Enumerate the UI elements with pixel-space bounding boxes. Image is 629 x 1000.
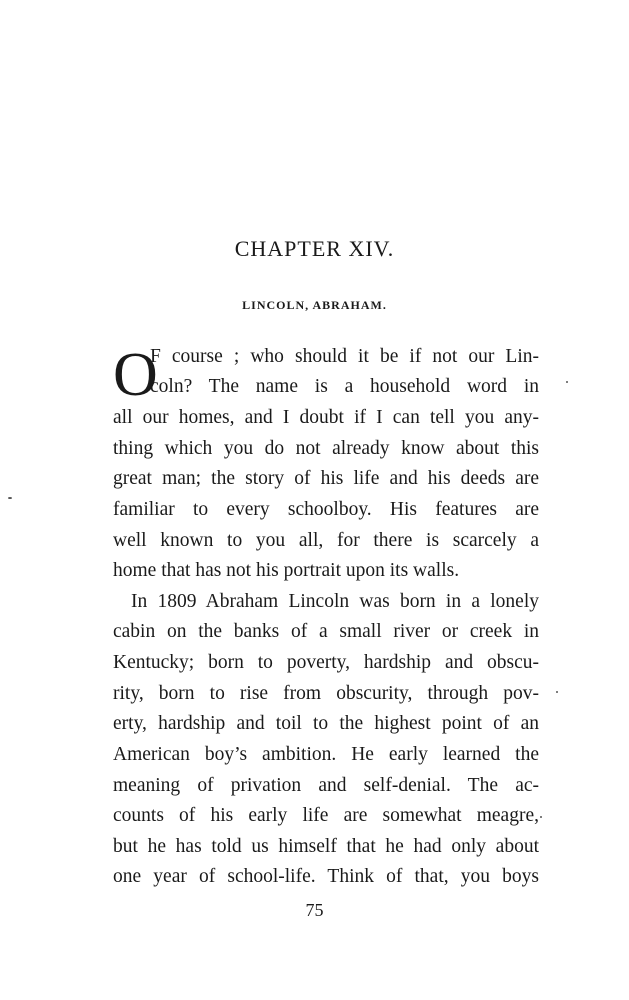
text-line: Kentucky; born to poverty, hardship and obscu- bbox=[113, 652, 539, 673]
text-line: home that has not his portrait upon its walls. bbox=[113, 560, 460, 581]
text-line: counts of his early life are somewhat meagre, bbox=[113, 805, 539, 826]
text-line: rity, born to rise from obscurity, through pov- bbox=[113, 683, 539, 704]
text-line: but he has told us himself that he had only about bbox=[113, 836, 539, 857]
text-line: all our homes, and I doubt if I can tell you any- bbox=[113, 407, 539, 428]
chapter-subtitle: LINCOLN, ABRAHAM. bbox=[242, 298, 387, 312]
text-line: erty, hardship and toil to the highest point of an bbox=[113, 713, 539, 734]
text-line: one year of school-life. Think of that, you boys bbox=[113, 866, 539, 887]
page-number: 75 bbox=[305, 900, 324, 920]
scan-speck bbox=[566, 381, 568, 383]
drop-cap: O bbox=[113, 341, 158, 409]
text-line: F course ; who should it be if not our Lin- bbox=[150, 346, 539, 367]
text-line: thing which you do not already know about this bbox=[113, 438, 539, 459]
text-line: familiar to every schoolboy. His features are bbox=[113, 499, 539, 520]
text-line: coln? The name is a household word in bbox=[150, 376, 539, 397]
scan-speck bbox=[540, 816, 542, 818]
text-line: cabin on the banks of a small river or creek in bbox=[113, 621, 539, 642]
scan-speck bbox=[556, 691, 558, 693]
text-line: great man; the story of his life and his deeds are bbox=[113, 468, 539, 489]
text-line: well known to you all, for there is scarcely a bbox=[113, 530, 539, 551]
text-line: In 1809 Abraham Lincoln was born in a lonely bbox=[131, 591, 539, 612]
text-line: American boy’s ambition. He early learned the bbox=[113, 744, 539, 765]
scan-speck bbox=[8, 497, 12, 499]
chapter-title: CHAPTER XIV. bbox=[234, 236, 395, 261]
text-line: meaning of privation and self-denial. The ac- bbox=[113, 775, 539, 796]
